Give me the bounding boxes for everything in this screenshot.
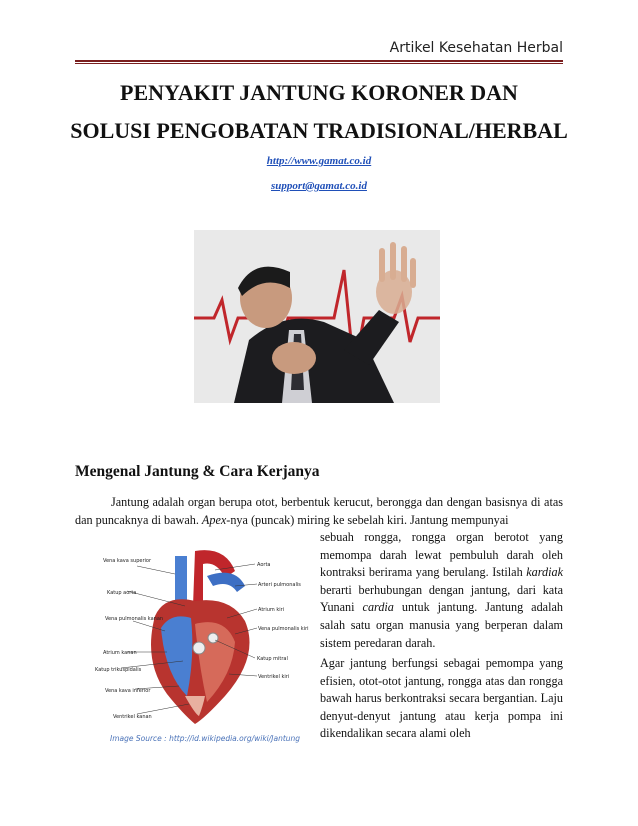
paragraph-text: Jantung adalah organ berupa otot, berbentuk kerucut, berongga dan dengan basisnya di atas dan puncaknya di bawah. bbox=[75, 495, 563, 527]
diagram-label: Ventrikel kiri bbox=[258, 674, 290, 680]
diagram-label: Atrium kiri bbox=[258, 607, 285, 613]
diagram-label: Vena pulmonalis kanan bbox=[105, 616, 164, 622]
diagram-label: Ventrikel kanan bbox=[113, 714, 152, 720]
title-line-2: SOLUSI PENGOBATAN TRADISIONAL/HERBAL bbox=[70, 118, 568, 143]
italic-term-apex: Apex bbox=[201, 512, 227, 527]
diagram-label: Vena pulmonalis kiri bbox=[258, 626, 309, 632]
diagram-label: Aorta bbox=[257, 562, 271, 568]
diagram-label: Atrium kanan bbox=[103, 650, 137, 656]
italic-term-cardia: cardia bbox=[362, 600, 394, 615]
diagram-label: Katup mitral bbox=[257, 656, 288, 662]
diagram-label: Vena kava inferior bbox=[105, 688, 151, 694]
paragraph-intro bbox=[75, 494, 563, 529]
header-rule bbox=[75, 60, 563, 62]
paragraph-continuation bbox=[320, 529, 563, 652]
email-link[interactable]: support@gamat.co.id bbox=[271, 180, 367, 192]
diagram-label: Katup trikuspidalis bbox=[95, 667, 142, 673]
document-header: Artikel Kesehatan Herbal bbox=[389, 40, 563, 56]
header-rule-thin bbox=[75, 63, 563, 64]
title-line-1: PENYAKIT JANTUNG KORONER DAN bbox=[120, 80, 518, 105]
hero-image-heart-attack bbox=[194, 230, 440, 403]
heart-diagram bbox=[95, 546, 309, 731]
paragraph-text: untuk jantung. Jantung adalah salah satu organ manusia yang berperan dalam sistem peredaran darah. bbox=[320, 600, 563, 650]
image-caption: Image Source : http://id.wikipedia.org/wiki/Jantung bbox=[110, 734, 301, 743]
paragraph-second: Agar jantung berfungsi sebagai pemompa yang efisien, otot-otot jantung, rongga atas dan rongga bawah harus berkontraksi secara bergantian. Laju denyut-denyut jantung atau kerja pompa ini dikendalikan secara alami oleh bbox=[320, 656, 563, 741]
website-link[interactable]: http://www.gamat.co.id bbox=[266, 155, 372, 167]
paragraph-text: -nya (puncak) miring ke sebelah kiri. Jantung mempunyai bbox=[226, 512, 509, 527]
diagram-label: Vena kava superior bbox=[103, 558, 151, 564]
diagram-label: Arteri pulmonalis bbox=[258, 582, 301, 588]
section-heading: Mengenal Jantung & Cara Kerjanya bbox=[75, 463, 320, 480]
italic-term-kardiak: kardiak bbox=[526, 565, 563, 580]
paragraph-text: sebuah rongga, rongga organ berotot yang memompa darah lewat pembuluh darah oleh kontraksi berirama yang berulang. Istilah bbox=[320, 530, 563, 580]
diagram-label: Katup aorta bbox=[107, 590, 137, 596]
paragraph-text: berarti berhubungan dengan jantung, dari kata Yunani bbox=[320, 582, 563, 615]
